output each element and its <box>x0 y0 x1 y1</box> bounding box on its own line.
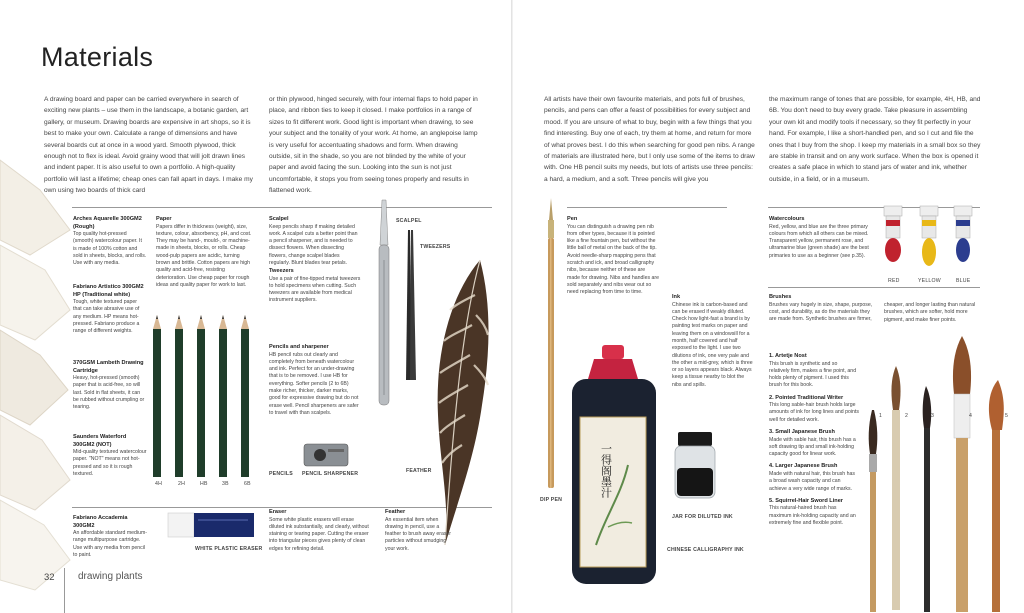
paper-text-block <box>156 216 254 289</box>
scalpel-caption: SCALPEL <box>396 218 422 224</box>
brush-3 <box>923 386 935 612</box>
scalpel-text-block <box>269 216 361 267</box>
brush-item-title: 2. Pointed Traditional Writer <box>769 394 844 401</box>
intro-column-4: the maximum range of tones that are possible, for example, 4H, HB, and 6B. You don't need to buy every grade. Take pleasure in assembling your own kit and modify tools if necessary, so they fit perfectly in your hand. For example, I like a short-handled pen, and so I cut and file the ones that I buy from the shop. I keep my materials in a small box so they are stable in transit and on any work surface. When the box is opened it creates a safe place in which to stand jars of water and ink, whether outside, in a field, or in a museum. <box>769 96 981 183</box>
tweezers-caption: TWEEZERS <box>420 244 451 250</box>
paper-fabriano-artistico-title: Fabriano Artistico 300GM2 HP (Traditional white) <box>73 284 144 298</box>
paper-swatch <box>0 500 70 590</box>
sharpener-caption: PENCIL SHARPENER <box>302 471 359 477</box>
brush-number-5: 5 <box>1005 413 1009 419</box>
paper-swatch <box>0 415 70 510</box>
brush-item <box>769 353 859 390</box>
brush-5 <box>989 380 1004 612</box>
pencil <box>153 315 161 477</box>
brush-item-body: Made with sable hair, this brush has a soft drawing tip and small ink-holding capacity good for linear work. <box>769 436 856 458</box>
brushes-text-block-2 <box>884 302 980 324</box>
pencils-body: HB pencil rubs out clearly and completely from beneath watercolour and ink. Perfect for an under-drawing that is to be removed. I use HB for everything. Softer pencils (2 to 6B) make richer, thicker, darker marks, good for expressive drawing but do not erase well. Pencil sharpeners are safer to travel with than scalpels. <box>269 351 359 416</box>
paper-saunders-block <box>73 434 147 478</box>
paper-fabriano-artistico-body: Tough, white textured paper that can take abrasive use of any medium. HP means hot-pressed. Fabriano produce a range of different weights. <box>73 299 140 335</box>
brushes-image <box>858 336 1018 611</box>
brush-item <box>769 463 859 492</box>
pencils-title: Pencils and sharpener <box>269 344 329 350</box>
brush-2 <box>891 366 900 610</box>
pencils-text-block <box>269 344 361 417</box>
eraser-title: Eraser <box>269 509 287 515</box>
feather-caption: FEATHER <box>406 468 432 474</box>
pencil-sharpener-image <box>302 440 352 468</box>
pencil <box>175 315 183 477</box>
tweezers-body: Use a pair of fine-tipped metal tweezers to hold specimens when cutting. Such tweezers are available from medical instrument suppliers. <box>269 275 361 304</box>
feather-body: An essential item when drawing in pencil, use a feather to brush away eraser particles without smudging your work. <box>385 516 452 552</box>
pencils-caption: PENCILS <box>269 471 293 477</box>
watercolours-title: Watercolours <box>769 216 805 222</box>
brush-item-title: 4. Larger Japanese Brush <box>769 463 838 470</box>
paper-body: Papers differ in thickness (weight), size, texture, colour, absorbency, pH, and cost. They may be hand-, mould-, or machine-made in sheets, blocks, or rolls. Cheap wood-pulp papers are acidic, turning brown and brittle. Cotton papers are high quality and acid-free, resisting deterioration. Use cheap paper for rough ideas and quality paper for work to last. <box>156 223 252 288</box>
brush-4 <box>953 336 971 612</box>
brush-number-3: 3 <box>931 413 935 419</box>
ink-text-block <box>672 294 754 389</box>
brush-item-body: This long sable-hair brush holds large amounts of ink for long lines and points well for detailed work. <box>769 402 859 423</box>
brush-number-1: 1 <box>879 413 883 419</box>
brush-item-title: 5. Squirrel-Hair Sword Liner <box>769 497 843 504</box>
page-title: Materials <box>41 42 154 72</box>
dip-pen-image <box>541 198 561 493</box>
paper-fabriano-accademia-body: An affordable standard medium-range multipurpose cartridge. Use with any media from pencil to paint. <box>73 530 148 558</box>
paper-title: Paper <box>156 216 172 222</box>
tweezers-title: Tweezers <box>269 268 294 274</box>
pencil-grade-hb: HB <box>200 481 208 487</box>
page-spine <box>511 0 513 613</box>
tweezers-text-block <box>269 268 361 305</box>
brush-number-4: 4 <box>969 413 973 419</box>
pencil <box>241 315 249 477</box>
paper-lambeth-body: Heavy, hot-pressed (smooth) paper that is acid-free, so will last. Sold in flat sheets, it can be rubbed without crumpling or tearing. <box>73 375 145 411</box>
paper-swatch <box>0 245 70 340</box>
paper-swatch <box>0 160 70 255</box>
paper-lambeth-block <box>73 360 147 411</box>
eraser-text-block <box>269 509 369 553</box>
pen-text-block <box>567 216 659 296</box>
page-number: 32 <box>44 572 55 583</box>
paper-fabriano-artistico-block <box>73 284 147 335</box>
tweezers-image <box>402 230 422 400</box>
blue-paint-tube <box>954 206 972 262</box>
intro-column-2: or thin plywood, hinged securely, with four internal flaps to hold paper in place, and ribbon ties to keep it closed. I make portfolios in a range of sizes to fit different work. Good light is important when drawing, to see your subject and the tonality of your work. At home, an anglepoise lamp is very useful for accentuating shadows and form. When drawing outside, sit in the shade, so you are not blinded by the white of your paper and avoid facing the sun. Looking into the sun is not just uncomfortable, it stops you from seeing tones properly and results in flattened work. <box>269 96 478 195</box>
divider-rule <box>72 207 492 208</box>
pencil <box>197 315 205 477</box>
watercolours-text-block <box>769 216 875 260</box>
pencil-grade-2h: 2H <box>178 481 186 487</box>
dip-pen-caption: DIP PEN <box>540 497 563 503</box>
paper-lambeth-title: 370GSM Lambeth Drawing Cartridge <box>73 360 144 374</box>
divider-rule <box>768 287 980 288</box>
brush-1 <box>869 410 878 612</box>
pencil-grade-4h: 4H <box>155 481 163 487</box>
chinese-ink-caption: CHINESE CALLIGRAPHY INK <box>667 547 744 553</box>
paper-swatches-image <box>0 160 80 600</box>
scalpel-title: Scalpel <box>269 216 289 222</box>
pencil <box>219 315 227 477</box>
pencil-grade-3b: 3B <box>222 481 229 487</box>
ink-bottle-label: 一得阁墨汁 <box>599 443 613 498</box>
scalpel-body: Keep pencils sharp if making detailed work. A scalpel cuts a better point than a pencil sharpener, and is needed to dissect flowers. When dissecting flowers, change scalpel blades regularly. Blunt blades tear petals. <box>269 223 358 266</box>
chinese-ink-bottle-image <box>566 345 666 595</box>
divider-rule <box>567 207 727 208</box>
ink-title: Ink <box>672 294 681 300</box>
paper-saunders-body: Mid-quality textured watercolour paper. "NOT" means not hot-pressed and so it is rough textured. <box>73 449 147 477</box>
ink-body: Chinese ink is carbon-based and can be erased if weakly diluted. Check how light-fast a brand is by painting test marks on paper and leaving them on a windowsill for a month, half covered and half exposed to the light. I use two dilutions of ink, one very pale and the other a mid-grey, which is three or so layers appears black. Always keep a tissue nearby to blot the nibs and spills. <box>672 301 753 388</box>
paper-arches-body: Top quality hot-pressed (smooth) watercolour paper. It is made of 100% cotton and sold in sheets, blocks, and rolls. Use with any media. <box>73 231 147 267</box>
brushes-title: Brushes <box>769 294 792 300</box>
jar-caption: JAR FOR DILUTED INK <box>672 514 733 520</box>
footer-divider <box>64 568 65 613</box>
brushes-body-1: Brushes vary hugely in size, shape, purpose, cost, and durability, as do the materials they are made from. Synthetic brushes are firmer, <box>769 301 873 323</box>
brush-item-body: This natural-haired brush has maximum ink-holding capacity and an extremely fine and flexible point. <box>769 505 856 526</box>
watercolours-body: Red, yellow, and blue are the three primary colours from which all others can be mixed. Transparent yellow, permanent rose, and ultramarine blue (green shade) are the best primaries to use as a beginner (see p.35). <box>769 223 869 259</box>
red-paint-tube <box>884 206 902 262</box>
paper-arches-block <box>73 216 147 267</box>
brush-item-title: 3. Small Japanese Brush <box>769 429 835 436</box>
intro-column-3: All artists have their own favourite materials, and pots full of brushes, pencils, and pens can offer a feast of possibilities for every subject and mood. If you are unsure of what to buy, begin with a few things that you find interesting. Buy one of each, try them at home, and return for more of what proves best. I do this when searching for good pen nibs. A range of materials are illustrated here, but I only use some of the items to draw with. One HB pencil suits my needs, but lots of artists use three pencils: a hard, a medium, and a soft. Three pencils will give you <box>544 96 755 183</box>
pencils-image <box>150 315 260 485</box>
yellow-caption: YELLOW <box>918 278 941 284</box>
watercolour-tubes-image <box>882 206 982 276</box>
brush-item <box>769 498 859 527</box>
blue-caption: BLUE <box>956 278 971 284</box>
brush-item <box>769 429 859 458</box>
brush-item <box>769 395 859 424</box>
brush-item-title: 1. Artetje Nost <box>769 353 807 359</box>
brushes-body-2: cheaper, and longer lasting than natural brushes, which are softer, hold more pigment, and make finer points. <box>884 302 976 323</box>
brushes-text-block <box>769 294 873 323</box>
feather-text-block <box>385 509 455 553</box>
paper-fabriano-accademia-block <box>73 515 147 559</box>
brush-list <box>769 353 859 527</box>
yellow-paint-tube <box>920 206 938 266</box>
brush-item-body: Made with natural hair, this brush has a broad wash capacity and can achieve a very wide range of marks. <box>769 470 855 492</box>
eraser-body: Some white plastic erasers will erase diluted ink substantially, and clearly, without staining or tearing paper. Cutting the eraser into triangular pieces gives plenty of clean edges for refining detail. <box>269 516 369 552</box>
paper-fabriano-accademia-title: Fabriano Accademia 300GM2 <box>73 515 128 529</box>
feather-title: Feather <box>385 509 406 515</box>
paper-swatch <box>0 330 68 425</box>
section-name: drawing plants <box>78 571 143 582</box>
paper-arches-title: Arches Aquarelle 300GM2 (Rough) <box>73 216 142 230</box>
eraser-caption: WHITE PLASTIC ERASER <box>195 546 263 552</box>
pencil-grade-6b: 6B <box>244 481 251 487</box>
pen-body: You can distinguish a drawing pen nib from other types, because it is pointed like a fine fountain pen, but without the little ball of metal on the back of the tip. Avoid needle-sharp mapping pens that scratch and ick, and broad calligraphy nibs, because neither of these are made for drawing. Nibs and handles are sold separately and nibs wear out so need replacing from time to time. <box>567 223 659 296</box>
brush-number-2: 2 <box>905 413 909 419</box>
paper-saunders-title: Saunders Waterford 300GM2 (NOT) <box>73 434 127 448</box>
diluted-ink-jar-image <box>672 432 722 502</box>
eraser-image <box>168 511 258 541</box>
pen-title: Pen <box>567 216 578 222</box>
red-caption: RED <box>888 278 900 284</box>
brush-item-body: This brush is synthetic and so relatively firm, makes a fine point, and holds plenty of pigment. I used this brush for this book. <box>769 360 857 389</box>
intro-column-1: A drawing board and paper can be carried everywhere in search of exciting new plants – use them in the landscape, a botanic garden, art gallery, or museum. Drawing boards are expensive in art shops, so it is best to make your own. Calculate a range of dimensions and have several boards cut at once in a wood yard. Smooth plywood, thick enough not to flex is ideal. Avoid grainy wood that will jolt drawn lines and indent paper. It is also useful to own a portfolio. A high-quality portfolio will last a lifetime; cheap ones can fall apart in days. I make my own using two boards of thick card <box>44 96 253 195</box>
